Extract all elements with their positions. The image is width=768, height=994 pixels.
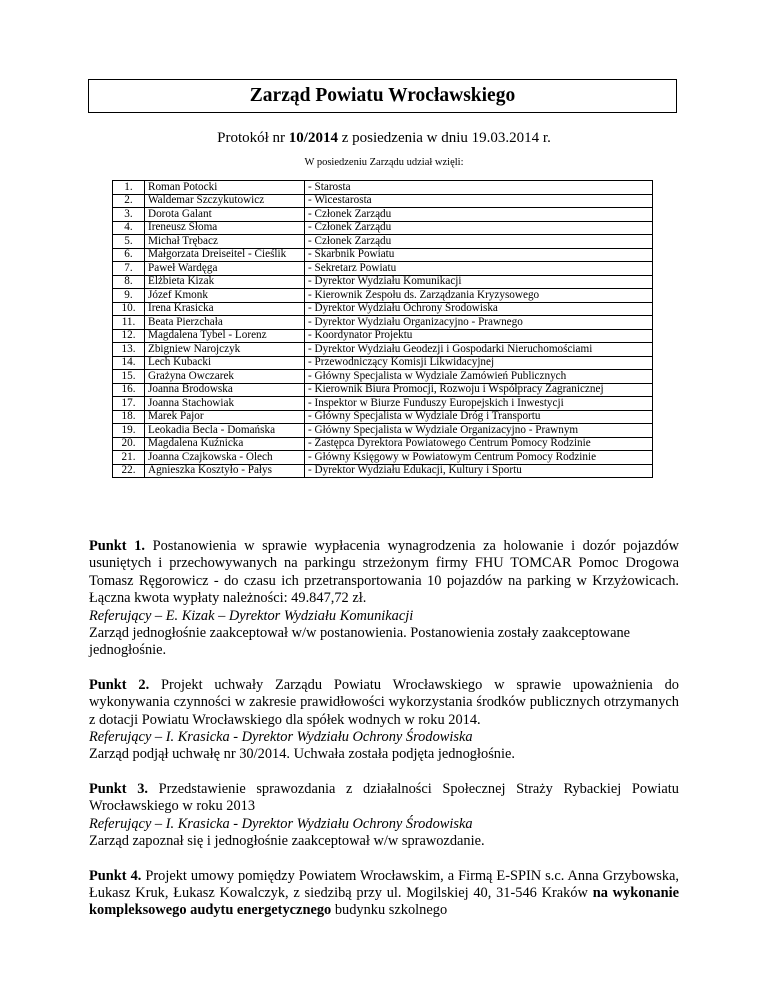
attendance-intro: W posiedzeniu Zarządu udział wzięli:: [304, 157, 464, 168]
point-label: Punkt 4.: [89, 867, 142, 884]
point-text: Projekt uchwały Zarządu Powiatu Wrocławskiego w sprawie upoważnienia do wykonywania czynności w zakresie prawidłowości wykorzystania środków publicznych otrzymanych z dotacji Powiatu Wrocławskiego dla spółek wodnych w roku 2014.: [89, 676, 679, 728]
table-row: [113, 248, 653, 262]
member-role: - Dyrektor Wydziału Ochrony Środowiska: [305, 302, 653, 316]
table-row: [113, 437, 653, 451]
member-number: 3.: [113, 208, 145, 222]
table-row: [113, 235, 653, 249]
member-role: - Główny Księgowy w Powiatowym Centrum Pomocy Rodzinie: [305, 451, 653, 465]
member-number: 18.: [113, 410, 145, 424]
table-row: [113, 181, 653, 195]
member-number: 4.: [113, 221, 145, 235]
member-name: Grażyna Owczarek: [145, 370, 305, 384]
member-number: 1.: [113, 181, 145, 195]
member-role: - Wicestarosta: [305, 194, 653, 208]
table-row: [113, 208, 653, 222]
table-row: [113, 302, 653, 316]
member-number: 9.: [113, 289, 145, 303]
protocol-subtitle: Protokół nr 10/2014 z posiedzenia w dniu 19.03.2014 r.: [217, 130, 551, 146]
member-name: Zbigniew Narojczyk: [145, 343, 305, 357]
member-name: Waldemar Szczykutowicz: [145, 194, 305, 208]
member-name: Ireneusz Słoma: [145, 221, 305, 235]
point-label: Punkt 3.: [89, 780, 148, 797]
agenda-point-3: [89, 781, 679, 851]
member-number: 12.: [113, 329, 145, 343]
member-number: 15.: [113, 370, 145, 384]
member-role: - Dyrektor Wydziału Geodezji i Gospodarki Nieruchomościami: [305, 343, 653, 357]
member-number: 10.: [113, 302, 145, 316]
member-number: 16.: [113, 383, 145, 397]
member-role: - Członek Zarządu: [305, 221, 653, 235]
member-name: Irena Krasicka: [145, 302, 305, 316]
member-name: Elżbieta Kizak: [145, 275, 305, 289]
member-name: Józef Kmonk: [145, 289, 305, 303]
table-row: [113, 221, 653, 235]
member-number: 7.: [113, 262, 145, 276]
document-title-box: [88, 79, 677, 113]
member-name: Magdalena Tybel - Lorenz: [145, 329, 305, 343]
table-row: [113, 410, 653, 424]
table-row: [113, 383, 653, 397]
point-text: budynku szkolnego: [331, 902, 448, 919]
table-row: [113, 316, 653, 330]
member-name: Agnieszka Kosztyło - Pałys: [145, 464, 305, 478]
member-name: Paweł Wardęga: [145, 262, 305, 276]
table-row: [113, 424, 653, 438]
member-role: - Skarbnik Powiatu: [305, 248, 653, 262]
agenda-point-1: [89, 538, 679, 660]
table-row: [113, 262, 653, 276]
member-number: 11.: [113, 316, 145, 330]
member-role: - Zastępca Dyrektora Powiatowego Centrum Pomocy Rodzinie: [305, 437, 653, 451]
member-role: - Inspektor w Biurze Funduszy Europejskich i Inwestycji: [305, 397, 653, 411]
member-name: Michał Trębacz: [145, 235, 305, 249]
agenda-points: [89, 538, 679, 937]
member-number: 5.: [113, 235, 145, 249]
member-number: 13.: [113, 343, 145, 357]
member-name: Lech Kubacki: [145, 356, 305, 370]
member-role: - Dyrektor Wydziału Edukacji, Kultury i Sportu: [305, 464, 653, 478]
table-row: [113, 329, 653, 343]
point-decision: Zarząd zapoznał się i jednogłośnie zaakceptował w/w sprawozdanie.: [89, 833, 485, 850]
member-role: - Dyrektor Wydziału Organizacyjno - Prawnego: [305, 316, 653, 330]
table-row: [113, 356, 653, 370]
member-name: Magdalena Kuźnicka: [145, 437, 305, 451]
member-name: Marek Pajor: [145, 410, 305, 424]
member-name: Roman Potocki: [145, 181, 305, 195]
table-row: [113, 397, 653, 411]
member-number: 17.: [113, 397, 145, 411]
protocol-number: 10/2014: [288, 130, 338, 146]
member-role: - Dyrektor Wydziału Komunikacji: [305, 275, 653, 289]
table-row: [113, 464, 653, 478]
member-role: - Główny Specjalista w Wydziale Zamówień Publicznych: [305, 370, 653, 384]
table-row: [113, 451, 653, 465]
member-number: 20.: [113, 437, 145, 451]
member-name: Małgorzata Dreiseitel - Cieślik: [145, 248, 305, 262]
point-referent: Referujący – E. Kizak – Dyrektor Wydziału Komunikacji: [89, 607, 414, 624]
agenda-point-4: [89, 868, 679, 920]
member-role: - Główny Specjalista w Wydziale Organizacyjno - Prawnym: [305, 424, 653, 438]
member-role: - Starosta: [305, 181, 653, 195]
document-title: Zarząd Powiatu Wrocławskiego: [249, 85, 516, 106]
member-number: 8.: [113, 275, 145, 289]
member-number: 2.: [113, 194, 145, 208]
member-role: - Przewodniczący Komisji Likwidacyjnej: [305, 356, 653, 370]
member-role: - Główny Specjalista w Wydziale Dróg i Transportu: [305, 410, 653, 424]
table-row: [113, 275, 653, 289]
point-text: Projekt umowy pomiędzy Powiatem Wrocławskim, a Firmą E-SPIN s.c. Anna Grzybowska, Łukasz Kruk, Łukasz Kowalczyk, z siedzibą przy ul. Mogilskiej 40, 31-546 Kraków: [89, 867, 679, 901]
table-row: [113, 343, 653, 357]
attendees-table: [112, 180, 653, 478]
member-role: - Członek Zarządu: [305, 208, 653, 222]
point-emphasis: na wykonanie kompleksowego audytu energetycznego: [89, 884, 680, 919]
agenda-point-2: [89, 677, 679, 764]
member-role: - Kierownik Biura Promocji, Rozwoju i Współpracy Zagranicznej: [305, 383, 653, 397]
member-role: - Członek Zarządu: [305, 235, 653, 249]
member-role: - Sekretarz Powiatu: [305, 262, 653, 276]
member-name: Joanna Czajkowska - Olech: [145, 451, 305, 465]
point-label: Punkt 1.: [89, 538, 145, 554]
point-referent: Referujący – I. Krasicka - Dyrektor Wydziału Ochrony Środowiska: [89, 729, 473, 746]
member-number: 19.: [113, 424, 145, 438]
member-name: Dorota Galant: [145, 208, 305, 222]
member-number: 21.: [113, 451, 145, 465]
member-name: Beata Pierzchała: [145, 316, 305, 330]
point-referent: Referujący – I. Krasicka - Dyrektor Wydziału Ochrony Środowiska: [89, 815, 473, 832]
member-name: Leokadia Becla - Domańska: [145, 424, 305, 438]
member-role: - Koordynator Projektu: [305, 329, 653, 343]
point-decision: Zarząd jednogłośnie zaakceptował w/w postanowienia. Postanowienia zostały zaakceptowane jednogłośnie.: [89, 625, 631, 659]
member-number: 22.: [113, 464, 145, 478]
member-role: - Kierownik Zespołu ds. Zarządzania Kryzysowego: [305, 289, 653, 303]
member-name: Joanna Stachowiak: [145, 397, 305, 411]
point-decision: Zarząd podjął uchwałę nr 30/2014. Uchwała została podjęta jednogłośnie.: [89, 746, 515, 763]
table-row: [113, 289, 653, 303]
member-number: 6.: [113, 248, 145, 262]
point-text: Postanowienia w sprawie wypłacenia wynagrodzenia za holowanie i dozór pojazdów usuniętych i przechowywanych na parkingu strzeżonym firmy FHU TOMCAR Pomoc Drogowa Tomasz Ręgorowicz - do czasu ich przetransportowania 10 pojazdów na parking w Krzyżowicach. Łączna kwota wypłaty należności: 49.847,72 zł.: [89, 538, 679, 607]
member-number: 14.: [113, 356, 145, 370]
point-text: Przedstawienie sprawozdania z działalności Społecznej Straży Rybackiej Powiatu Wrocławskiego w roku 2013: [89, 780, 679, 815]
point-label: Punkt 2.: [89, 676, 150, 693]
table-row: [113, 370, 653, 384]
member-name: Joanna Brodowska: [145, 383, 305, 397]
table-row: [113, 194, 653, 208]
